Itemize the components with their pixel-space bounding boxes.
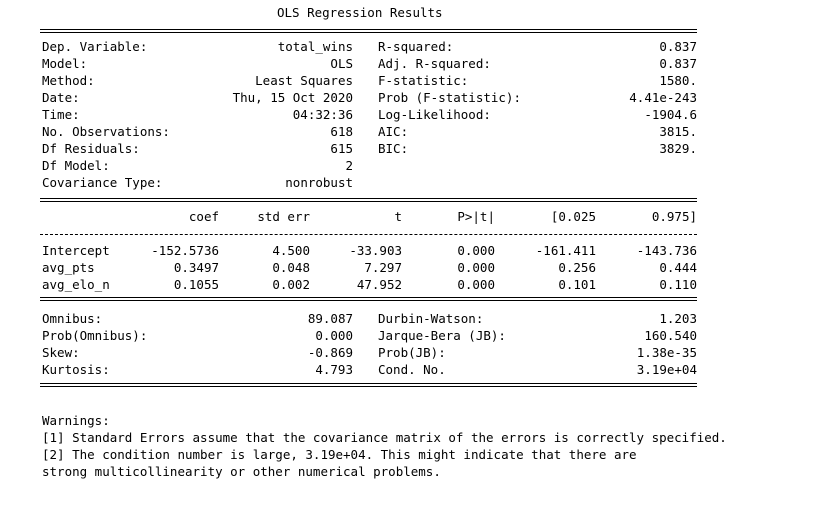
summary-label: Df Residuals: [42, 141, 140, 156]
summary-label: Method: [42, 73, 95, 88]
diag-value: 1.203 [659, 311, 697, 326]
summary-value: Thu, 15 Oct 2020 [232, 90, 353, 105]
table-cell: -33.903 [349, 243, 402, 258]
table-cell: 0.3497 [173, 260, 219, 275]
table-cell: 0.048 [272, 260, 310, 275]
summary-value: OLS [330, 56, 353, 71]
diag-value: 1.38e-35 [636, 345, 697, 360]
summary-value: 04:32:36 [292, 107, 353, 122]
summary-label: Log-Likelihood: [378, 107, 491, 122]
summary-label: BIC: [378, 141, 409, 156]
summary-value: Least Squares [255, 73, 353, 88]
column-header: t [394, 209, 402, 224]
summary-value: 2 [345, 158, 353, 173]
diag-value: -0.869 [307, 345, 353, 360]
table-cell: 0.256 [558, 260, 596, 275]
single-rule [40, 234, 697, 235]
warning-line: [2] The condition number is large, 3.19e+04. This might indicate that there are [42, 447, 637, 462]
table-cell: 0.1055 [173, 277, 219, 292]
warning-line: strong multicollinearity or other numerical problems. [42, 464, 441, 479]
table-cell: 0.444 [659, 260, 697, 275]
row-name: avg_elo_n [42, 277, 110, 292]
summary-value: 0.837 [659, 39, 697, 54]
diag-label: Jarque-Bera (JB): [378, 328, 506, 343]
warning-line: [1] Standard Errors assume that the covariance matrix of the errors is correctly specified. [42, 430, 727, 445]
table-cell: -161.411 [535, 243, 596, 258]
diag-label: Kurtosis: [42, 362, 110, 377]
summary-label: Time: [42, 107, 80, 122]
summary-value: 3815. [659, 124, 697, 139]
column-header: coef [188, 209, 219, 224]
diag-label: Cond. No. [378, 362, 446, 377]
diag-label: Prob(Omnibus): [42, 328, 148, 343]
diag-value: 3.19e+04 [636, 362, 697, 377]
row-name: avg_pts [42, 260, 95, 275]
summary-value: nonrobust [285, 175, 353, 190]
summary-value: 3829. [659, 141, 697, 156]
summary-label: AIC: [378, 124, 409, 139]
diag-value: 0.000 [315, 328, 353, 343]
summary-label: Dep. Variable: [42, 39, 148, 54]
summary-label: F-statistic: [378, 73, 469, 88]
summary-label: R-squared: [378, 39, 454, 54]
table-cell: 47.952 [356, 277, 402, 292]
diag-label: Omnibus: [42, 311, 103, 326]
row-name: Intercept [42, 243, 110, 258]
double-rule [40, 29, 697, 33]
summary-label: Prob (F-statistic): [378, 90, 521, 105]
column-header: [0.025 [550, 209, 596, 224]
table-cell: 0.000 [457, 277, 495, 292]
diag-label: Durbin-Watson: [378, 311, 484, 326]
diag-label: Prob(JB): [378, 345, 446, 360]
summary-label: Model: [42, 56, 88, 71]
diag-value: 160.540 [644, 328, 697, 343]
diag-value: 4.793 [315, 362, 353, 377]
summary-value: 618 [330, 124, 353, 139]
column-header: 0.975] [651, 209, 697, 224]
column-header: P>|t| [457, 209, 495, 224]
summary-label: Adj. R-squared: [378, 56, 491, 71]
table-cell: 4.500 [272, 243, 310, 258]
summary-value: 0.837 [659, 56, 697, 71]
report-title: OLS Regression Results [277, 5, 443, 20]
summary-value: 4.41e-243 [629, 90, 697, 105]
diag-value: 89.087 [307, 311, 353, 326]
table-cell: 0.000 [457, 260, 495, 275]
summary-label: No. Observations: [42, 124, 170, 139]
summary-value: 615 [330, 141, 353, 156]
double-rule [40, 383, 697, 387]
column-header: std err [257, 209, 310, 224]
summary-value: total_wins [277, 39, 353, 54]
warnings-heading: Warnings: [42, 413, 110, 428]
table-cell: 0.000 [457, 243, 495, 258]
table-cell: 0.002 [272, 277, 310, 292]
table-cell: 0.110 [659, 277, 697, 292]
diag-label: Skew: [42, 345, 80, 360]
double-rule [40, 198, 697, 202]
table-cell: -152.5736 [151, 243, 219, 258]
table-cell: 7.297 [364, 260, 402, 275]
summary-label: Date: [42, 90, 80, 105]
table-cell: -143.736 [636, 243, 697, 258]
double-rule [40, 297, 697, 301]
summary-label: Df Model: [42, 158, 110, 173]
summary-value: 1580. [659, 73, 697, 88]
summary-value: -1904.6 [644, 107, 697, 122]
table-cell: 0.101 [558, 277, 596, 292]
summary-label: Covariance Type: [42, 175, 163, 190]
